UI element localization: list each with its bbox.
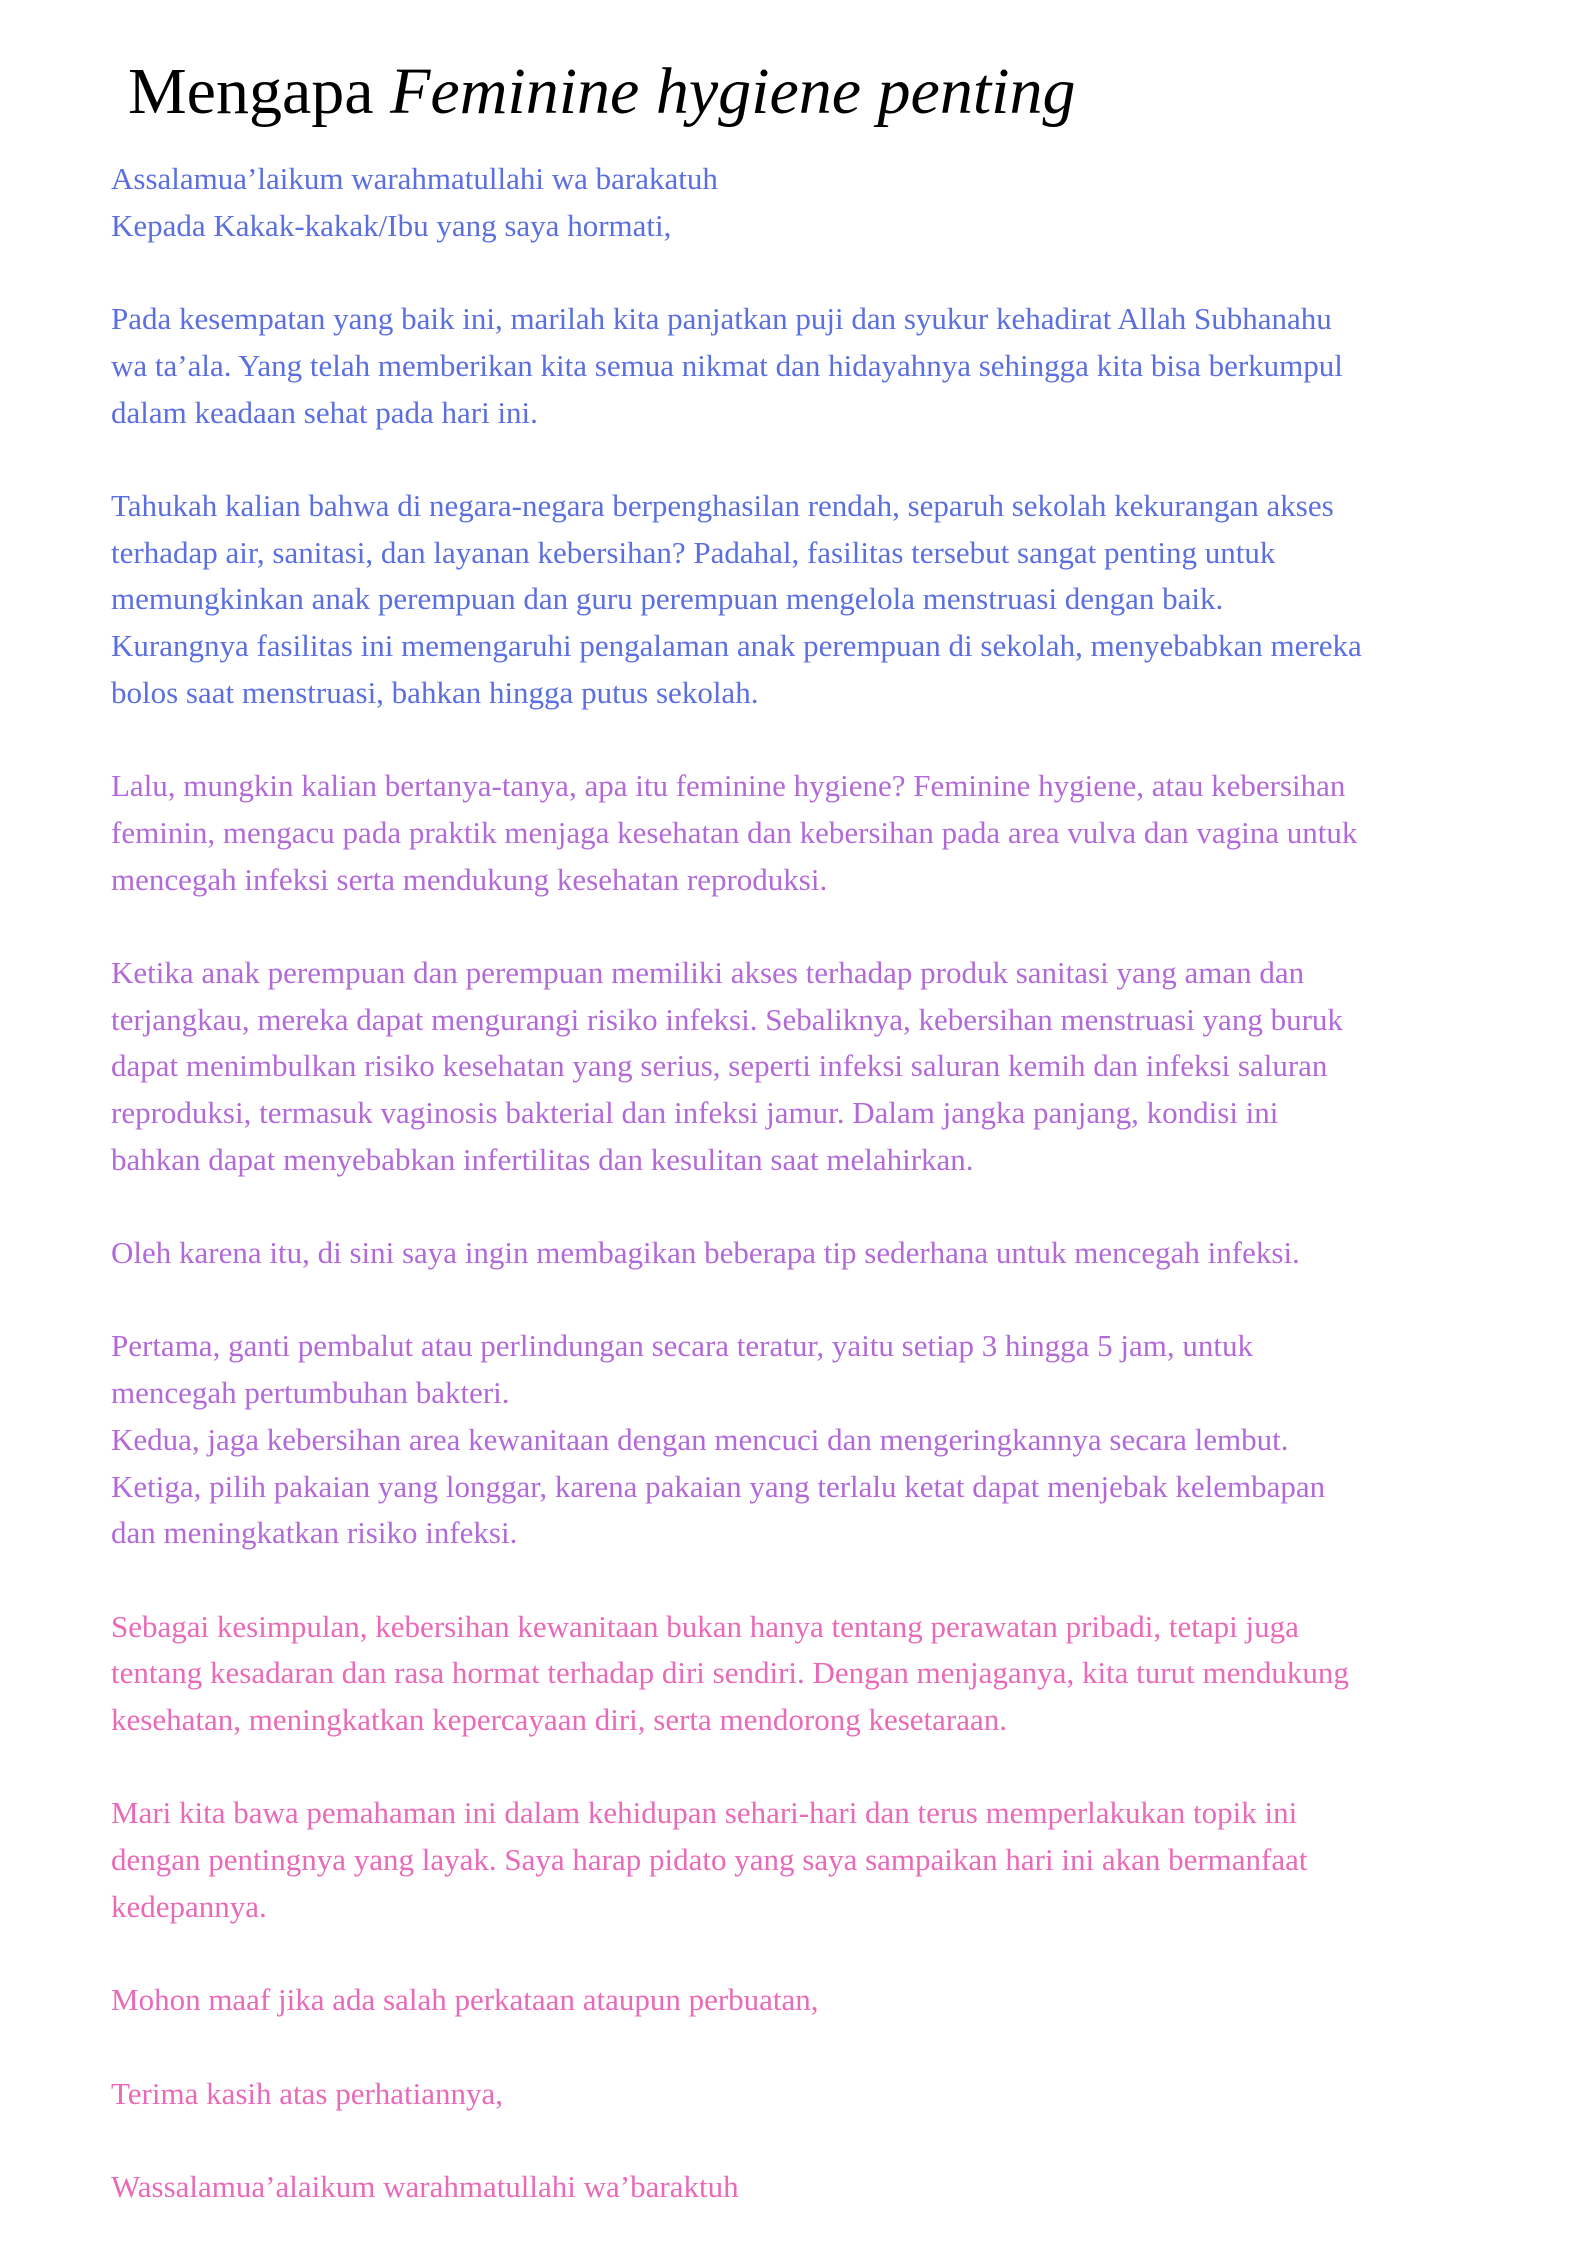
paragraph-line: Ketika anak perempuan dan perempuan memiliki akses terhadap produk sanitasi yang aman dan xyxy=(111,954,1305,990)
speech-paragraph xyxy=(111,483,1511,717)
speech-paragraph xyxy=(111,950,1511,1184)
paragraph-line: Ketiga, pilih pakaian yang longgar, karena pakaian yang terlalu ketat dapat menjebak kelembapan xyxy=(111,1468,1326,1504)
paragraph-line: Terima kasih atas perhatiannya, xyxy=(111,2075,504,2111)
paragraph-line: tentang kesadaran dan rasa hormat terhadap diri sendiri. Dengan menjaganya, kita turut mendukung xyxy=(111,1655,1349,1691)
paragraph-line: feminin, mengacu pada praktik menjaga kesehatan dan kebersihan pada area vulva dan vagina untuk xyxy=(111,814,1358,850)
paragraph-line: reproduksi, termasuk vaginosis bakterial dan infeksi jamur. Dalam jangka panjang, kondisi ini xyxy=(111,1095,1279,1130)
paragraph-line: Tahukah kalian bahwa di negara-negara berpenghasilan rendah, separuh sekolah kekurangan akses xyxy=(111,487,1334,523)
speech-paragraph xyxy=(111,1230,1511,1277)
title-plain: Mengapa xyxy=(128,55,391,128)
speech-paragraph xyxy=(111,156,1511,249)
paragraph-line: bahkan dapat menyebabkan infertilitas dan kesulitan saat melahirkan. xyxy=(111,1141,974,1177)
paragraph-line: kesehatan, meningkatkan kepercayaan diri, serta mendorong kesetaraan. xyxy=(111,1702,1008,1738)
paragraph-line: bolos saat menstruasi, bahkan hingga putus sekolah. xyxy=(111,674,759,710)
paragraph-line: Mohon maaf jika ada salah perkataan ataupun perbuatan, xyxy=(111,1982,819,2018)
paragraph-line: Kurangnya fasilitas ini memengaruhi pengalaman anak perempuan di sekolah, menyebabkan mereka xyxy=(111,628,1362,663)
paragraph-line: terhadap air, sanitasi, dan layanan kebersihan? Padahal, fasilitas tersebut sangat penting untuk xyxy=(111,534,1276,570)
paragraph-line: mencegah infeksi serta mendukung kesehatan reproduksi. xyxy=(111,861,828,897)
speech-paragraph xyxy=(111,763,1511,903)
paragraph-line: Wassalamua’alaikum warahmatullahi wa’baraktuh xyxy=(111,2169,739,2205)
paragraph-line: Kedua, jaga kebersihan area kewanitaan dengan mencuci dan mengeringkannya secara lembut. xyxy=(111,1421,1289,1457)
speech-body xyxy=(111,156,1511,2257)
speech-paragraph xyxy=(111,1604,1511,1744)
paragraph-line: Lalu, mungkin kalian bertanya-tanya, apa itu feminine hygiene? Feminine hygiene, atau kebersihan xyxy=(111,768,1346,804)
paragraph-line: Mari kita bawa pemahaman ini dalam kehidupan sehari-hari dan terus memperlakukan topik ini xyxy=(111,1795,1298,1831)
paragraph-line: Kepada Kakak-kakak/Ibu yang saya hormati, xyxy=(111,207,672,243)
paragraph-line: dalam keadaan sehat pada hari ini. xyxy=(111,394,538,430)
paragraph-line: Assalamua’laikum warahmatullahi wa barakatuh xyxy=(111,161,718,196)
paragraph-line: Pada kesempatan yang baik ini, marilah kita panjatkan puji dan syukur kehadirat Allah Subhanahu xyxy=(111,301,1332,337)
title-italic: Feminine hygiene penting xyxy=(390,55,1076,128)
paragraph-line: mencegah pertumbuhan bakteri. xyxy=(111,1375,510,1411)
paragraph-line: dan meningkatkan risiko infeksi. xyxy=(111,1515,518,1551)
paragraph-line: dapat menimbulkan risiko kesehatan yang serius, seperti infeksi saluran kemih dan infeksi saluran xyxy=(111,1048,1328,1084)
speech-paragraph xyxy=(111,2071,1511,2118)
document-title xyxy=(128,52,1076,132)
paragraph-line: Oleh karena itu, di sini saya ingin membagikan beberapa tip sederhana untuk mencegah infeksi. xyxy=(111,1235,1300,1271)
speech-paragraph xyxy=(111,296,1511,436)
paragraph-line: terjangkau, mereka dapat mengurangi risiko infeksi. Sebaliknya, kebersihan menstruasi yang buruk xyxy=(111,1001,1343,1037)
paragraph-line: kedepannya. xyxy=(111,1888,267,1924)
speech-paragraph xyxy=(111,1790,1511,1930)
paragraph-line: memungkinkan anak perempuan dan guru perempuan mengelola menstruasi dengan baik. xyxy=(111,581,1224,617)
paragraph-line: Pertama, ganti pembalut atau perlindungan secara teratur, yaitu setiap 3 hingga 5 jam, untuk xyxy=(111,1328,1253,1364)
speech-paragraph xyxy=(111,1977,1511,2024)
speech-paragraph xyxy=(111,2164,1511,2211)
paragraph-line: Sebagai kesimpulan, kebersihan kewanitaan bukan hanya tentang perawatan pribadi, tetapi juga xyxy=(111,1608,1299,1644)
paragraph-line: dengan pentingnya yang layak. Saya harap pidato yang saya sampaikan hari ini akan bermanfaat xyxy=(111,1842,1308,1878)
speech-paragraph xyxy=(111,1323,1511,1557)
paragraph-line: wa ta’ala. Yang telah memberikan kita semua nikmat dan hidayahnya sehingga kita bisa berkumpul xyxy=(111,347,1343,383)
